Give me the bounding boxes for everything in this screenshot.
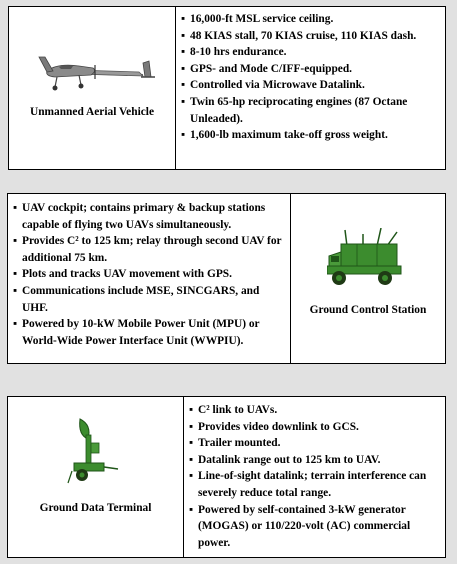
gdt-bullet: ▪ C² link to UAVs. <box>189 404 278 416</box>
uav-panel <box>8 6 446 170</box>
ground-data-terminal-icon <box>66 415 120 487</box>
uav-bullet: ▪ GPS- and Mode C/IFF-equipped. <box>181 62 353 75</box>
gdt-bullet: ▪ Line-of-sight datalink; terrain interference can severely reduce total range. <box>189 470 427 499</box>
uav-bullet: ▪ 8-10 hrs endurance. <box>181 46 287 59</box>
gcs-bullet-list <box>13 200 284 349</box>
gdt-caption: Ground Data Terminal <box>39 502 152 514</box>
gdt-bullet: ▪ Datalink range out to 125 km to UAV. <box>189 453 381 466</box>
uav-specs-cell <box>176 7 445 169</box>
gdt-bullet: ▪ Powered by self-contained 3-kW generator (MOGAS) or 110/220-volt (AC) commercial power. <box>189 503 411 549</box>
ground-control-truck-icon <box>327 228 407 290</box>
uav-bullet: ▪ 1,600-lb maximum take-off gross weight. <box>181 129 388 142</box>
gdt-bullet: ▪ Trailer mounted. <box>189 437 281 450</box>
gcs-panel <box>7 193 446 364</box>
gdt-bullet-list <box>189 402 439 551</box>
uav-bullet: ▪ 16,000-ft MSL service ceiling. <box>181 13 334 25</box>
gcs-bullet: ▪ Communications include MSE, SINCGARS, and UHF. <box>13 284 260 314</box>
gdt-image-cell <box>8 397 183 557</box>
uav-bullet: ▪ Controlled via Microwave Datalink. <box>181 79 365 92</box>
gdt-specs-cell <box>184 397 445 557</box>
gcs-bullet: ▪ Plots and tracks UAV movement with GPS. <box>13 268 232 281</box>
uav-bullet: ▪ Twin 65-hp reciprocating engines (87 Octane Unleaded). <box>181 95 408 125</box>
gcs-image-cell <box>291 194 445 363</box>
gcs-caption: Ground Control Station <box>309 304 427 316</box>
uav-bullet: ▪ 48 KIAS stall, 70 KIAS cruise, 110 KIAS dash. <box>181 29 417 42</box>
gcs-bullet: ▪ Provides C² to 125 km; relay through second UAV for additional 75 km. <box>13 235 282 264</box>
gcs-specs-cell <box>8 194 290 363</box>
uav-caption: Unmanned Aerial Vehicle <box>29 106 155 118</box>
uav-bullet-list <box>181 11 439 144</box>
gdt-panel <box>7 396 446 558</box>
gdt-bullet: ▪ Provides video downlink to GCS. <box>189 420 359 433</box>
uav-aircraft-icon <box>31 51 161 101</box>
gcs-bullet: ▪ UAV cockpit; contains primary & backup stations capable of flying two UAVs simultaneously. <box>13 202 266 231</box>
uav-image-cell <box>9 7 175 169</box>
gcs-bullet: ▪ Powered by 10-kW Mobile Power Unit (MPU) or World-Wide Power Interface Unit (WWPIU). <box>13 318 260 347</box>
